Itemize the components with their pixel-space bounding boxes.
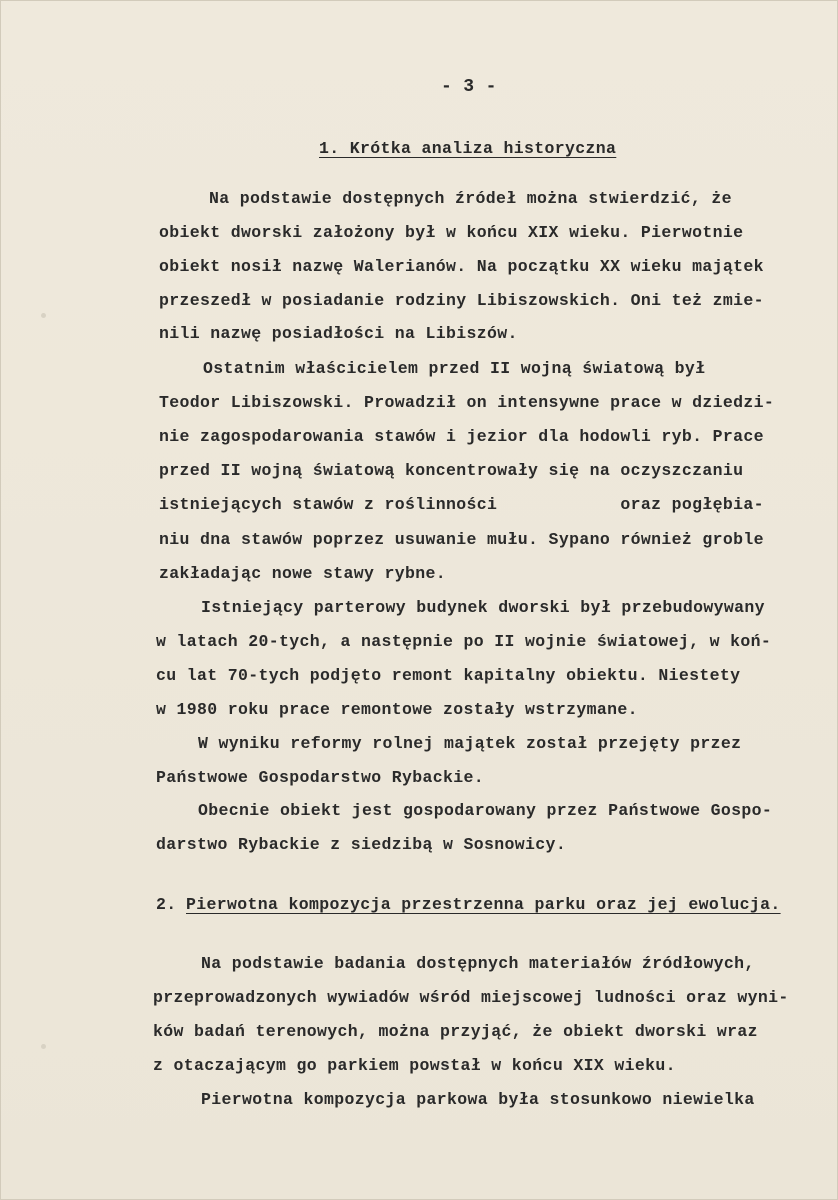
text-line: W wyniku reformy rolnej majątek został przejęty przez bbox=[198, 734, 742, 753]
text-line: w 1980 roku prace remontowe zostały wstrzymane. bbox=[156, 700, 638, 719]
text-line: istniejących stawów z roślinności oraz pogłębia- bbox=[159, 495, 764, 514]
paper-speck bbox=[41, 1044, 46, 1049]
text-line: darstwo Rybackie z siedzibą w Sosnowicy. bbox=[156, 835, 567, 854]
text-line: Obecnie obiekt jest gospodarowany przez Państwowe Gospo- bbox=[198, 801, 773, 820]
page-number: - 3 - bbox=[441, 77, 497, 97]
text-line: w latach 20-tych, a następnie po II wojnie światowej, w koń- bbox=[156, 632, 772, 651]
text-line: nie zagospodarowania stawów i jezior dla hodowli ryb. Prace bbox=[159, 427, 764, 446]
text-line: Pierwotna kompozycja parkowa była stosunkowo niewielka bbox=[201, 1090, 755, 1109]
section-1-heading: 1. Krótka analiza historyczna bbox=[319, 139, 617, 158]
text-line: obiekt nosił nazwę Walerianów. Na początku XX wieku majątek bbox=[159, 257, 764, 276]
paper-speck bbox=[41, 313, 46, 318]
text-line: przeszedł w posiadanie rodziny Libiszowskich. Oni też zmie- bbox=[159, 291, 764, 310]
section-2-number: 2. bbox=[156, 895, 177, 914]
text-line: Na podstawie dostępnych źródeł można stwierdzić, że bbox=[209, 189, 732, 208]
text-line: Istniejący parterowy budynek dworski był przebudowywany bbox=[201, 598, 765, 617]
text-line: Teodor Libiszowski. Prowadził on intensywne prace w dziedzi- bbox=[159, 393, 775, 412]
text-line: zakładając nowe stawy rybne. bbox=[159, 564, 447, 583]
section-2-heading: Pierwotna kompozycja przestrzenna parku oraz jej ewolucja. bbox=[186, 895, 781, 914]
text-line: ków badań terenowych, można przyjąć, że obiekt dworski wraz bbox=[153, 1022, 758, 1041]
text-line: niu dna stawów poprzez usuwanie mułu. Sypano również groble bbox=[159, 530, 764, 549]
text-line: Ostatnim właścicielem przed II wojną światową był bbox=[203, 359, 706, 378]
text-line: z otaczającym go parkiem powstał w końcu XIX wieku. bbox=[153, 1056, 676, 1075]
text-line: Na podstawie badania dostępnych materiałów źródłowych, bbox=[201, 954, 755, 973]
text-line: Państwowe Gospodarstwo Rybackie. bbox=[156, 768, 485, 787]
text-line: obiekt dworski założony był w końcu XIX wieku. Pierwotnie bbox=[159, 223, 744, 242]
text-line: przeprowadzonych wywiadów wśród miejscowej ludności oraz wyni- bbox=[153, 988, 789, 1007]
text-line: przed II wojną światową koncentrowały się na oczyszczaniu bbox=[159, 461, 744, 480]
text-line: nili nazwę posiadłości na Libiszów. bbox=[159, 324, 518, 343]
text-line: cu lat 70-tych podjęto remont kapitalny obiektu. Niestety bbox=[156, 666, 741, 685]
